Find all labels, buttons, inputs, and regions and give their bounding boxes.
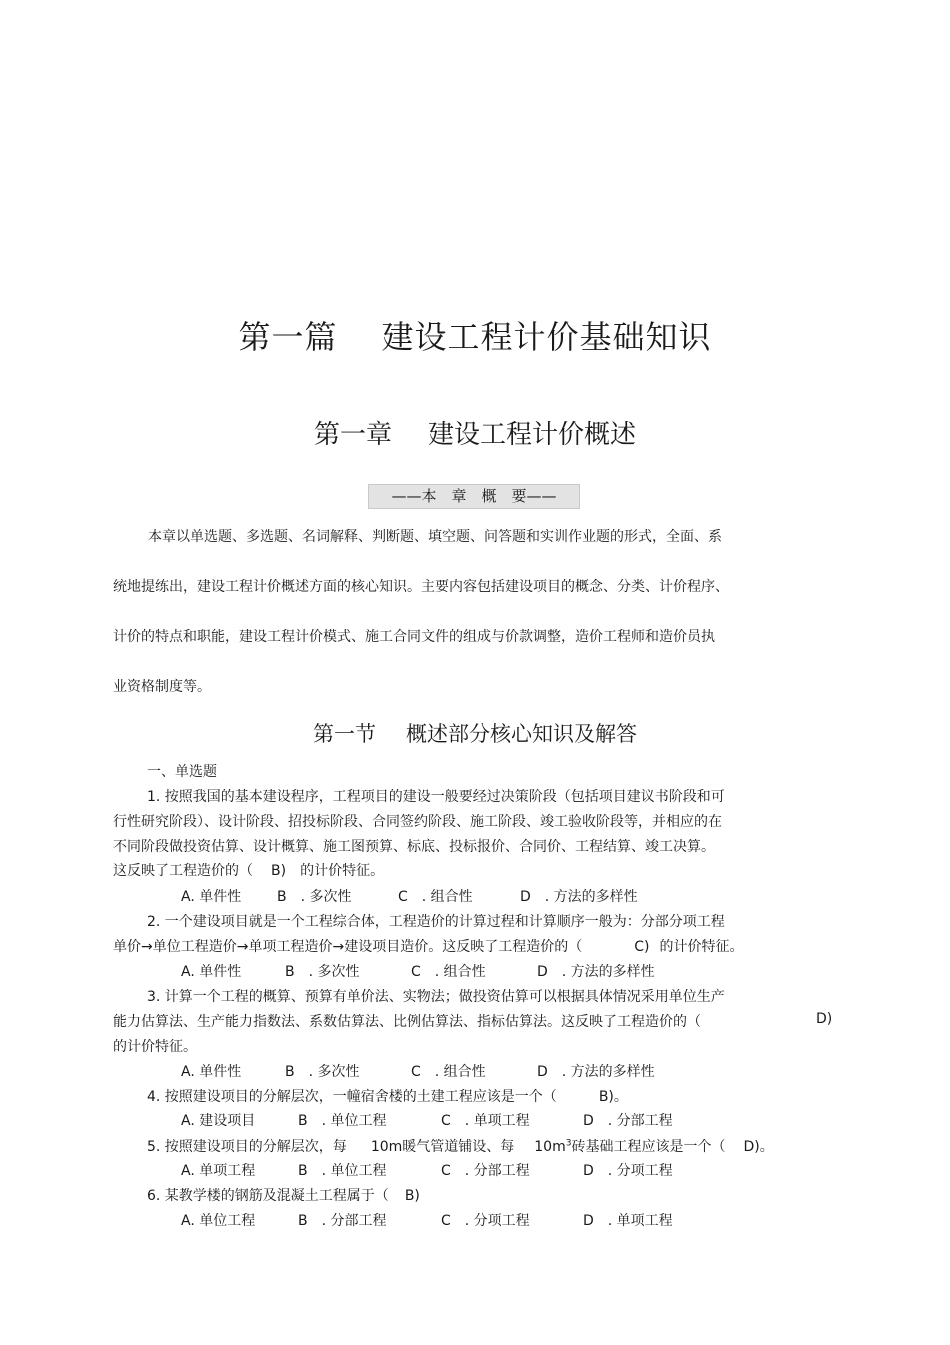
summary-line-3: 计价的特点和职能，建设工程计价模式、施工合同文件的组成与价款调整，造价工程师和造价员执 bbox=[113, 629, 715, 645]
chapter-title bbox=[0, 414, 950, 451]
q1-line-2: 行性研究阶段）、设计阶段、招投标阶段、合同签约阶段、施工阶段、竣工验收阶段等，并相应的在 bbox=[113, 814, 722, 830]
q1-option-d: D . 方法的多样性 bbox=[520, 889, 638, 905]
part-title bbox=[0, 312, 950, 358]
q4-options bbox=[181, 1110, 673, 1130]
section-title bbox=[0, 718, 950, 748]
q4-option-b: B . 单位工程 bbox=[298, 1113, 387, 1129]
q2-option-d: D . 方法的多样性 bbox=[537, 964, 655, 980]
q6-option-a: A. 单位工程 bbox=[181, 1213, 256, 1229]
q1-line-3: 不同阶段做投资估算、设计概算、施工图预算、标底、投标报价、合同价、工程结算、竣工决算。 bbox=[113, 839, 715, 855]
chapter-number: 第一章 bbox=[313, 420, 392, 450]
chapter-title-text: 建设工程计价概述 bbox=[428, 420, 637, 450]
q5-options bbox=[181, 1160, 673, 1180]
q5-option-a: A. 单项工程 bbox=[181, 1163, 256, 1179]
q2-line-1: 2. 一个建设项目就是一个工程综合体，工程造价的计算过程和计算顺序一般为：分部分项工程 bbox=[147, 914, 725, 930]
subsection-heading: 一、单选题 bbox=[147, 764, 217, 780]
q1-options bbox=[181, 886, 638, 906]
q4-line: 4. 按照建设项目的分解层次，一幢宿舍楼的土建工程应该是一个（ B)。 bbox=[147, 1089, 628, 1105]
q3-option-a: A. 单件性 bbox=[181, 1064, 242, 1080]
q3-line-2: 能力估算法、生产能力指数法、系数估算法、比例估算法、指标估算法。这反映了工程造价的（ bbox=[113, 1014, 701, 1030]
part-number: 第一篇 bbox=[238, 318, 338, 356]
q4-option-d: D . 分部工程 bbox=[583, 1113, 673, 1129]
summary-line-4: 业资格制度等。 bbox=[113, 679, 211, 695]
q5-answer: D) bbox=[743, 1139, 760, 1155]
q3-line-1: 3. 计算一个工程的概算、预算有单价法、实物法；做投资估算可以根据具体情况采用单位生产 bbox=[147, 989, 725, 1005]
q6-answer: B) bbox=[404, 1188, 420, 1204]
q6-option-d: D . 单项工程 bbox=[583, 1213, 673, 1229]
q2-option-b: B . 多次性 bbox=[285, 964, 360, 980]
q3-option-b: B . 多次性 bbox=[285, 1064, 360, 1080]
q2-options bbox=[181, 961, 655, 981]
q4-option-a: A. 建设项目 bbox=[181, 1113, 256, 1129]
q2-line-2: 单价→单位工程造价→单项工程造价→建设项目造价。这反映了工程造价的（ C) 的计价特征。 bbox=[113, 939, 744, 955]
q6-line: 6. 某教学楼的钢筋及混凝土工程属于（ B) bbox=[147, 1188, 420, 1204]
q2-option-c: C . 组合性 bbox=[411, 964, 486, 980]
q4-option-c: C . 单项工程 bbox=[441, 1113, 530, 1129]
section-title-text: 概述部分核心知识及解答 bbox=[406, 722, 637, 746]
q2-option-a: A. 单件性 bbox=[181, 964, 242, 980]
q6-option-b: B . 分部工程 bbox=[298, 1213, 387, 1229]
q5-option-d: D . 分项工程 bbox=[583, 1163, 673, 1179]
q3-options bbox=[181, 1061, 655, 1081]
q1-answer: B) bbox=[271, 863, 287, 879]
q1-line-4: 这反映了工程造价的（ B) 的计价特征。 bbox=[113, 863, 385, 879]
q1-option-c: C . 组合性 bbox=[398, 889, 473, 905]
q2-answer: C) bbox=[634, 939, 650, 955]
q3-option-d: D . 方法的多样性 bbox=[537, 1064, 655, 1080]
q3-answer: D) bbox=[816, 1011, 833, 1027]
q3-option-c: C . 组合性 bbox=[411, 1064, 486, 1080]
q3-line-3: 的计价特征。 bbox=[113, 1039, 197, 1055]
part-title-text: 建设工程计价基础知识 bbox=[381, 318, 712, 356]
chapter-summary-label: ——本 章 概 要—— bbox=[368, 484, 580, 509]
q6-option-c: C . 分项工程 bbox=[441, 1213, 530, 1229]
summary-line-1: 本章以单选题、多选题、名词解释、判断题、填空题、问答题和实训作业题的形式，全面、系 bbox=[148, 529, 722, 545]
summary-line-2: 统地提练出，建设工程计价概述方面的核心知识。主要内容包括建设项目的概念、分类、计价程序、 bbox=[113, 579, 729, 595]
q5-option-b: B . 单位工程 bbox=[298, 1163, 387, 1179]
q5-option-c: C . 分部工程 bbox=[441, 1163, 530, 1179]
q1-line-1: 1. 按照我国的基本建设程序，工程项目的建设一般要经过决策阶段（包括项目建议书阶段和可 bbox=[147, 789, 725, 805]
section-number: 第一节 bbox=[313, 722, 376, 746]
q6-options bbox=[181, 1210, 673, 1230]
q1-option-a: A. 单件性 bbox=[181, 889, 242, 905]
q4-answer: B) bbox=[598, 1089, 614, 1105]
q1-option-b: B . 多次性 bbox=[277, 889, 352, 905]
q5-line: 5. 按照建设项目的分解层次，每 10m暖气管道铺设、每 $10m^3$砖基础工程应该是一个（ D)。 bbox=[147, 1138, 774, 1155]
